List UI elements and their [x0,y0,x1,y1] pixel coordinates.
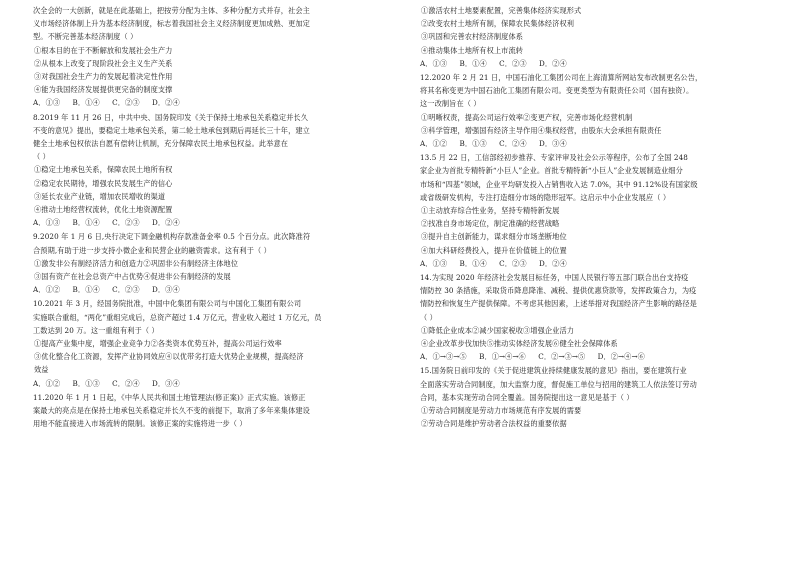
answer-choices: A．①② B．①③ C．②④ D．③④ [420,139,567,149]
answer-choices: A．①③ B．①④ C．②③ D．②④ [33,98,180,108]
question-line: 型。不断完善基本经济制度（ ） [33,32,138,42]
question-12 [420,71,763,150]
option-item: ②稳定农民期待，增强农民发展生产的信心 [34,178,173,188]
question-14 [420,271,763,363]
answer-choices: A．①③ B．①④ C．②③ D．②④ [33,218,180,228]
option-item: ①降低企业成本②减少国家税收③增强企业活力 [421,325,575,335]
answer-choices: A．①② B．①③ C．②④ D．③④ [33,378,180,388]
option-item: ③科学管理，增强国有经济主导作用④集权经营，由股东大会承担有限责任 [421,125,662,135]
option-item: ③优化整合化工资源，发挥产业协同效应④以优带劣打造大优势企业规模，提高经济 [34,352,304,362]
option-item: ④推动集体土地所有权上市流转 [421,45,524,55]
question-line: 或省级研发机构，专注打造细分市场的隐形冠军。这启示中小企业发展应（ ） [420,192,671,202]
option-item: ①明晰权责，提高公司运行效率②变更产权，完善市场化经营机制 [421,112,633,122]
option-item: ①主动放弃综合性业务，坚持专精特新发展 [421,206,560,216]
question-line: 家企业为首批专精特新“小巨人”企业。首批专精特新“小巨人”企业发展制造业细分 [420,166,683,176]
option-item: ③国有资产在社会总资产中占优势④促进非公有制经济的发展 [34,272,231,282]
option-item: ①提高产业集中度，增强企业竞争力②各类资本优势互补，提高公司运行效率 [34,339,282,349]
question-line: 15.国务院日前印发的《关于促进建筑业持续健康发展的意见》指出，要在建筑行业 [420,366,687,376]
right-column [420,3,763,431]
question-line: 案最大的亮点是在保持土地承包关系稳定并长久不变的前提下，取消了多年来集体建设 [33,406,310,416]
question-line: 次全会的一大创新，就是在此基础上，把按劳分配为主体、多种分配方式并存，社会主 [33,6,310,15]
question-line: 用地不能直接进入市场流转的限制。该修正案的实施将进一步（ ） [33,419,247,429]
question-line: 情防控 30 条措施，采取货币降息降准、减税、提供优惠贷款等，发挥政策合力，为疫 [420,286,697,296]
question-line: 合预期,有助于进一步支持小微企业和民营企业的融资需求。这有利于（ ） [33,245,271,255]
question-line: 13.5 月 22 日，工信部经初步推荐、专家评审及社会公示等程序，公布了全国 248 [420,153,688,163]
question-line: 10.2021 年 3 月，经国务院批准，中国中化集团有限公司与中国化工集团有限公司 [33,299,302,309]
question-line: 8.2019 年 11 月 26 日，中共中央、国务院印发《关于保持土地承包关系稳定并长久 [33,112,308,122]
option-item: ②劳动合同是维护劳动者合法权益的重要依据 [421,419,567,429]
question-line: 义市场经济体制上升为基本经济制度，标志着我国社会主义经济制度更加成熟、更加定 [33,19,310,29]
question-10 [33,297,373,389]
question-11 [33,391,373,431]
answer-choices: A．①→③→⑤ B．①→④→⑥ C．②→③→⑤ D．②→④→⑥ [420,352,645,362]
question-line: 合同，基本实现劳动合同全覆盖。国务院提出这一意见是基于（ ） [420,392,634,402]
question-line: 全面落实劳动合同制度，加大监察力度，督促施工单位与招用的建筑工人依法签订劳动 [420,379,697,389]
question-line: 14.为实现 2020 年经济社会发展目标任务，中国人民银行等五部门联合出台支持疫 [420,273,689,283]
option-item: ②改变农村土地所有制，保障农民集体经济权利 [421,19,575,29]
option-item: ①劳动合同制度是劳动力市场规范有序发展的需要 [421,406,582,416]
question-line: 工数达到 20 万。这一重组有利于（ ） [33,325,159,335]
option-item: ④加大科研经费投入，提升在价值链上的位置 [421,245,567,255]
option-item: ④推动土地经营权流转，优化土地资源配置 [34,205,173,215]
option-item: ①激发非公有制经济活力和创造力②巩固非公有制经济主体地位 [34,258,239,268]
option-item: ④企业改革步伐加快⑤推动实体经济发展⑥健全社会保障体系 [421,339,618,349]
question-13 [420,151,763,270]
answer-choices: A．①③ B．①④ C．②③ D．②④ [420,58,567,68]
question-line: （ ） [33,152,50,162]
option-item: ②从根本上改变了现阶段社会主义生产关系 [34,58,173,68]
answer-choices: A．①② B．①④ C．②③ D．③④ [33,285,180,295]
option-item: ①稳定土地承包关系，保障农民土地所有权 [34,165,173,175]
option-item: 效益 [34,365,49,375]
question-line: 实施联合重组，“两化”重组完成后，总资产超过 1.4 万亿元，营业收入超过 1 万亿元，员 [33,312,322,322]
question-line: 健全土地承包权依法自愿有偿转让机制，充分保障农民土地承包权益。此举意在 [33,139,289,149]
question-line: 9.2020 年 1 月 6 日,央行决定下调金融机构存款准备金率 0.5 个百分点。此次降准符 [33,232,311,242]
option-item: ①激活农村土地要素配置，完善集体经济实现形式 [421,6,582,15]
question-8 [33,111,373,230]
option-item: ③对我国社会生产力的发展起着决定性作用 [34,72,173,82]
question-9 [33,230,373,296]
question-15 [420,364,763,430]
question-7-continued [33,4,373,110]
option-item: ③巩固和完善农村经济制度体系 [421,32,524,42]
question-line: 不变的意见》提出，要稳定土地承包关系，第二轮土地承包到期后再延长三十年，建立 [33,125,310,135]
question-line: 12.2020 年 2 月 21 日，中国石油化工集团公司在上海清算所网站发布改制更名公告， [420,73,703,83]
question-line: （ ） [420,312,437,322]
option-item: ②找准自身市场定位，制定准确的经营战略 [421,219,560,229]
left-column [33,3,373,431]
question-line: 情防控和恢复生产提供保障。不考虑其他因素，上述举措对我国经济产生影响的路径是 [420,299,697,309]
question-line: 11.2020 年 1 月 1 日起，《中华人民共和国土地管理法(修正案)》正式实施。该修正 [33,392,306,402]
option-item: ③延长农业产业链，增加农民增收的渠道 [34,191,166,201]
question-11-continued [420,4,763,70]
option-item: ④能为我国经济发展提供更完备的制度支撑 [34,85,173,95]
answer-choices: A．①③ B．①④ C．②③ D．②④ [420,258,567,268]
question-line: 市场和“四基”领域，企业平均研发投入占销售收入达 7.0%，其中 91.12%设有国家级 [420,179,698,189]
option-item: ①根本目的在于不断解放和发展社会生产力 [34,45,173,55]
question-line: 将其名称变更为中国石油化工集团有限公司。变更类型为有限责任公司（国有独资）。 [420,86,694,96]
question-line: 这一改制旨在（ ） [420,99,481,109]
option-item: ③提升自主创新能力，谋求细分市场垄断地位 [421,232,567,242]
